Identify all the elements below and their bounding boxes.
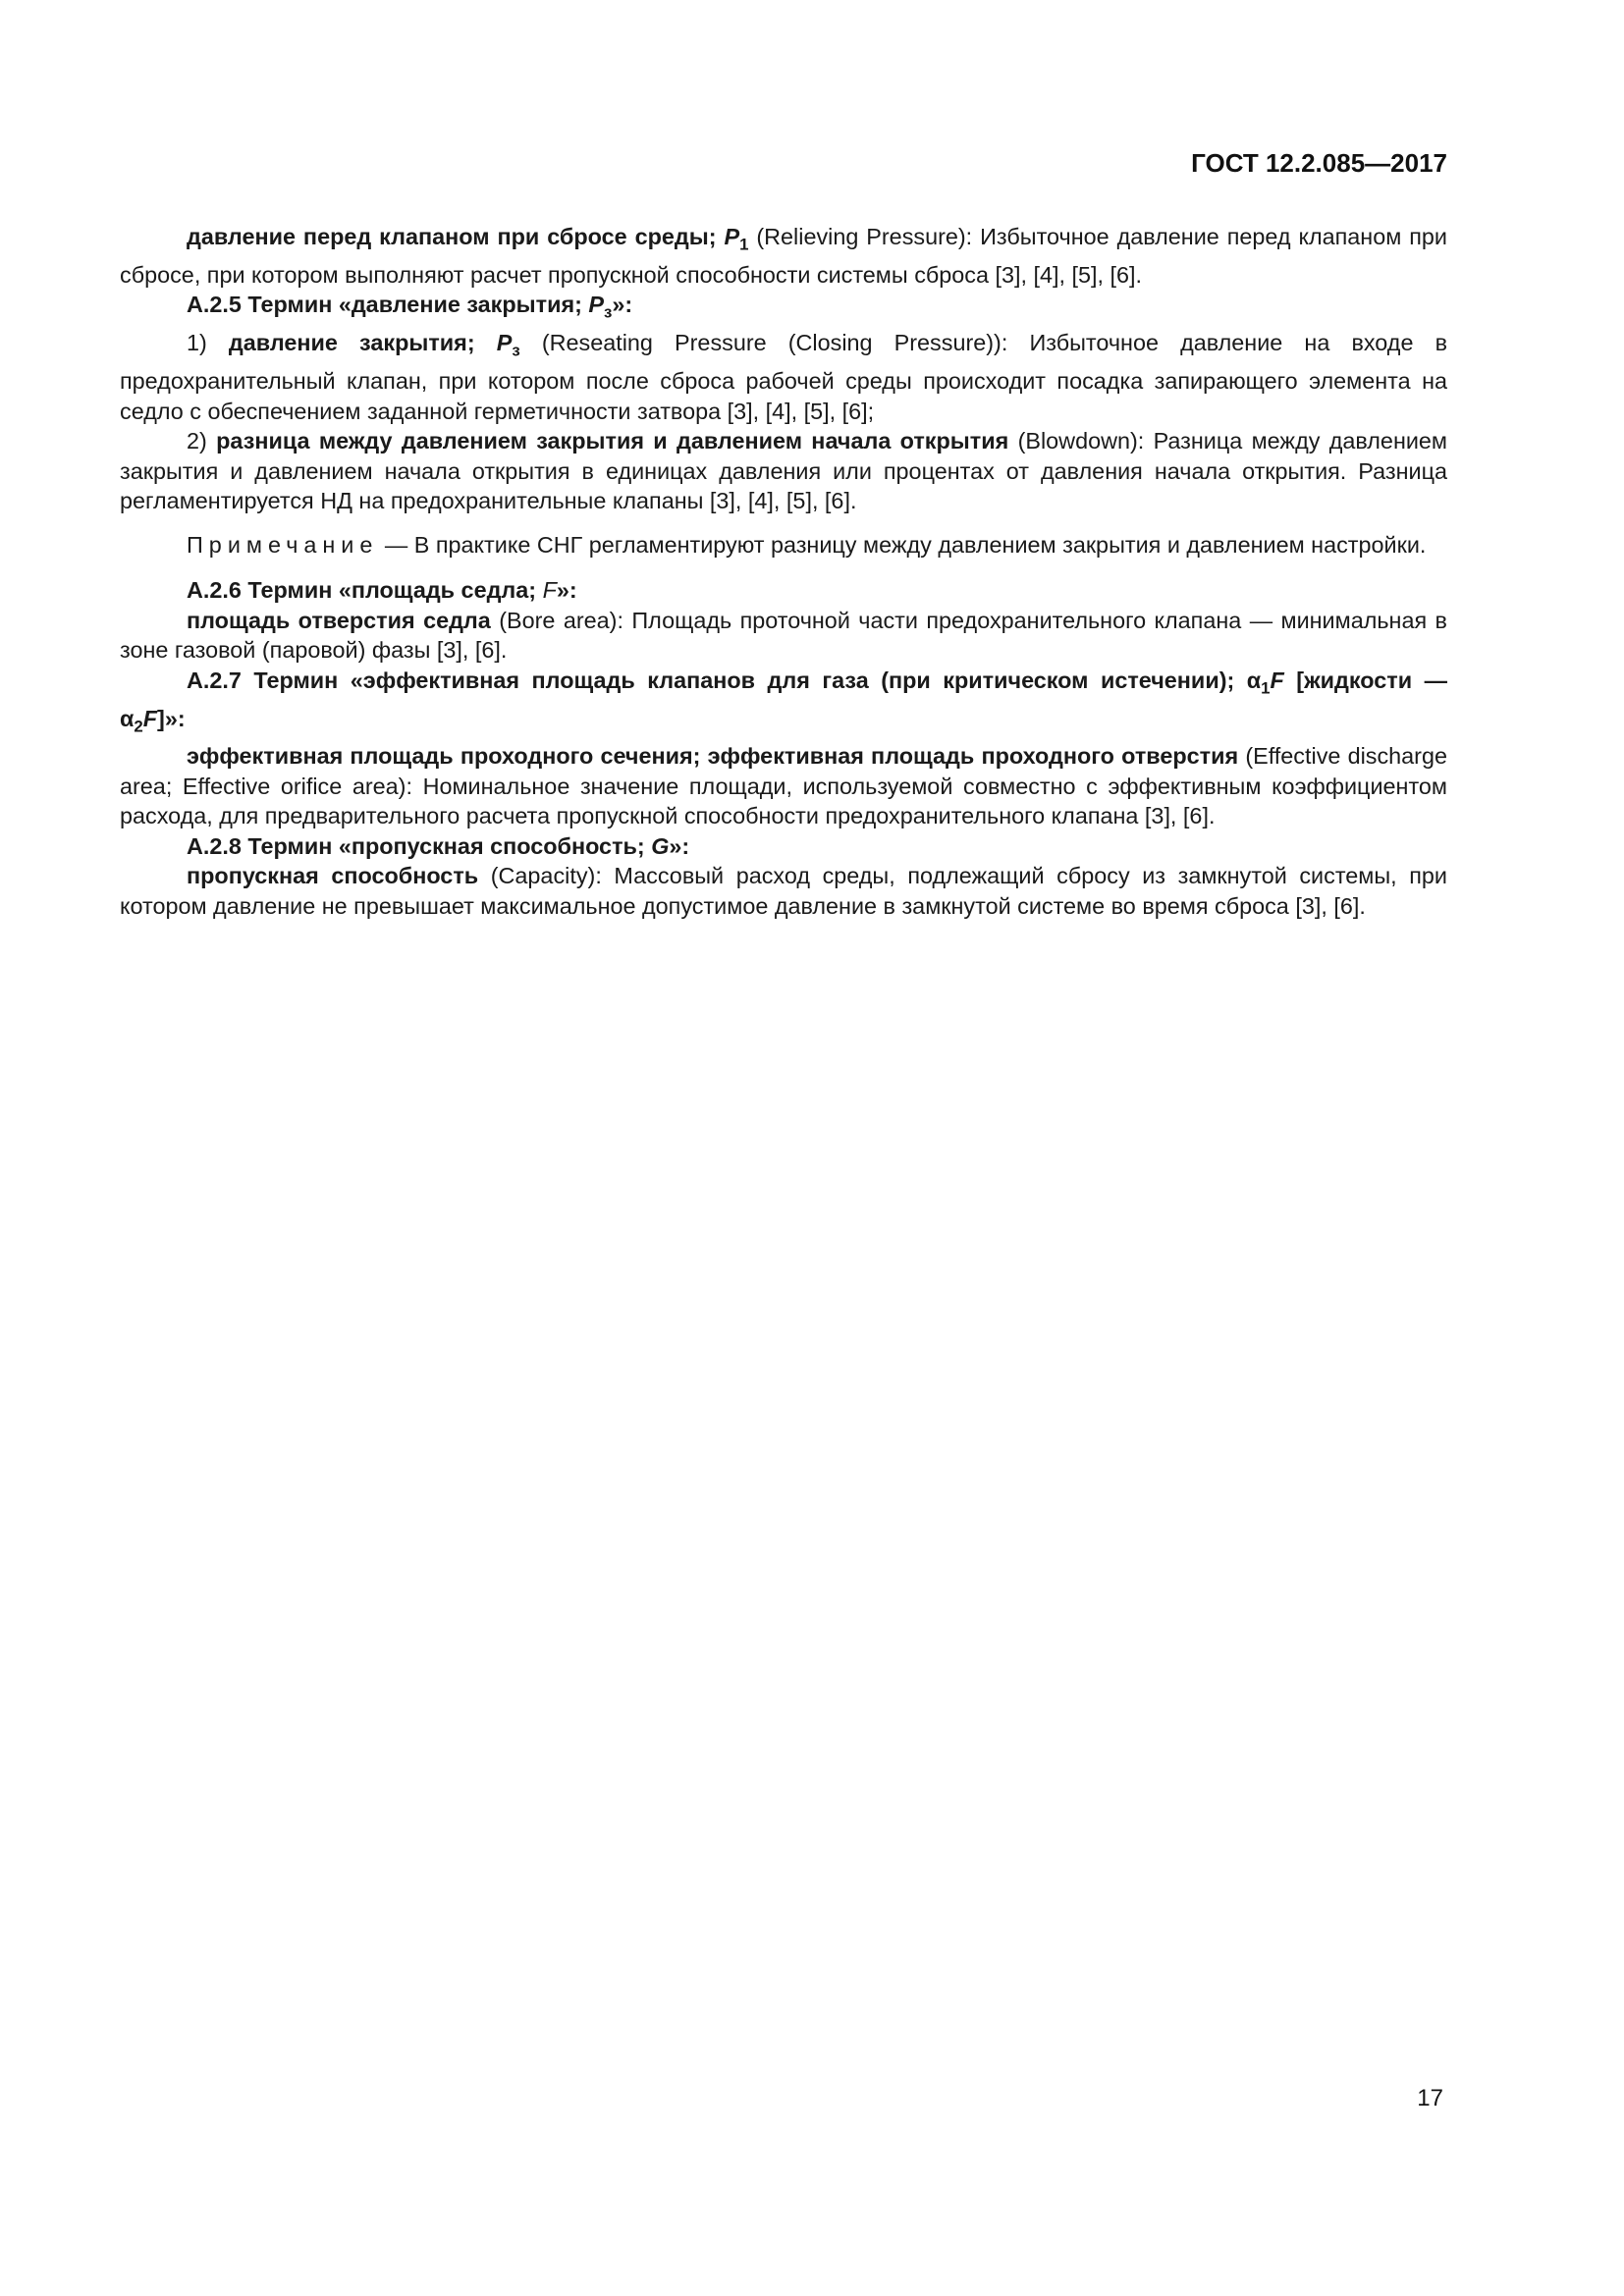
term-name: давление перед клапаном при сбросе среды; <box>187 224 725 249</box>
subscript: 1 <box>1261 678 1271 698</box>
alpha-symbol: α <box>1246 667 1262 693</box>
section-heading-a25 <box>120 290 1447 328</box>
term-closing-pressure-paragraph <box>120 328 1447 426</box>
heading-end: »: <box>556 577 577 604</box>
list-number: 2) <box>187 428 217 454</box>
section-heading-a27 <box>120 666 1447 742</box>
term-bore-area-paragraph <box>120 606 1447 666</box>
heading-text: А.2.7 Термин «эффективная площадь клапанов для газа (при критическом истечении); <box>187 667 1247 693</box>
term-capacity-paragraph <box>120 861 1447 921</box>
term-effective-area-paragraph <box>120 741 1447 831</box>
symbol: P <box>496 330 513 356</box>
term-name: эффективная площадь проходного сечения; эффективная площадь проходного отверстия <box>187 743 1239 770</box>
heading-text: А.2.8 Термин «пропускная способность; <box>187 832 652 859</box>
heading-text: А.2.5 Термин «давление закрытия; <box>187 292 589 318</box>
page-number: 17 <box>1417 2085 1443 2111</box>
term-name: площадь отверстия седла <box>187 607 491 633</box>
subscript: з <box>512 341 520 360</box>
symbol: F <box>142 705 158 731</box>
term-definition: (Capacity): Массовый расход среды, подлежащий сбросу из замкнутой системы, при котором давление не превышает максимальное допустимое давление в замкнутой системе во время сброса [3], [6]. <box>120 863 1447 919</box>
symbol: P <box>588 292 605 318</box>
list-number: 1) <box>187 330 229 356</box>
term-name: разница между давлением закрытия и давлением начала открытия <box>216 428 1009 454</box>
document-body <box>120 222 1447 921</box>
document-code-header: ГОСТ 12.2.085—2017 <box>1191 148 1447 178</box>
symbol: P <box>724 224 740 249</box>
heading-end: ]»: <box>157 705 186 731</box>
heading-text: А.2.6 Термин «площадь седла; <box>187 577 543 604</box>
term-definition: (Reseating Pressure (Closing Pressure)): Избыточное давление на входе в предохранительный клапан, при котором после сброса рабочей среды происходит посадка запирающего элемента на седло с обеспечением заданной герметичности затвора [3], [4], [5], [6]; <box>120 330 1448 424</box>
term-name: давление закрытия; <box>228 330 497 356</box>
heading-end: »: <box>669 832 690 859</box>
note-paragraph <box>120 530 1447 561</box>
heading-end: »: <box>612 292 633 318</box>
term-name: пропускная способность <box>187 863 479 889</box>
term-definition: (Effective discharge area; Effective orifice area): Номинальное значение площади, используемой совместно с эффективным коэффициентом расхода, для предварительного расчета пропускной способности предохранительного клапана [3], [6]. <box>120 743 1447 829</box>
subscript: з <box>604 302 613 322</box>
term-definition: (Relieving Pressure): Избыточное давление перед клапаном при сбросе, при котором выполняют расчет пропускной способности системы сброса [3], [4], [5], [6]. <box>120 224 1447 288</box>
symbol: F <box>1270 667 1284 693</box>
note-label: Примечание <box>187 531 379 558</box>
symbol: G <box>651 832 670 859</box>
term-relieving-pressure-paragraph <box>120 222 1447 290</box>
note-text: — В практике СНГ регламентируют разницу между давлением закрытия и давлением настройки. <box>378 531 1427 558</box>
section-heading-a26 <box>120 575 1447 606</box>
term-definition: (Blowdown): Разница между давлением закрытия и давлением начала открытия в единицах давления или процентах от давления начала открытия. Разница регламентируется НД на предохранительные клапаны [3], [4], [5], [6]. <box>120 428 1448 514</box>
term-definition: (Bore area): Площадь проточной части предохранительного клапана — минимальная в зоне газовой (паровой) фазы [3], [6]. <box>120 607 1447 664</box>
subscript: 2 <box>134 716 143 735</box>
alpha-symbol: α <box>120 705 135 731</box>
symbol: F <box>542 577 557 604</box>
section-heading-a28 <box>120 831 1447 862</box>
term-blowdown-paragraph <box>120 426 1447 516</box>
subscript: 1 <box>739 235 749 254</box>
heading-text-mid: [жидкости — <box>1283 667 1447 693</box>
